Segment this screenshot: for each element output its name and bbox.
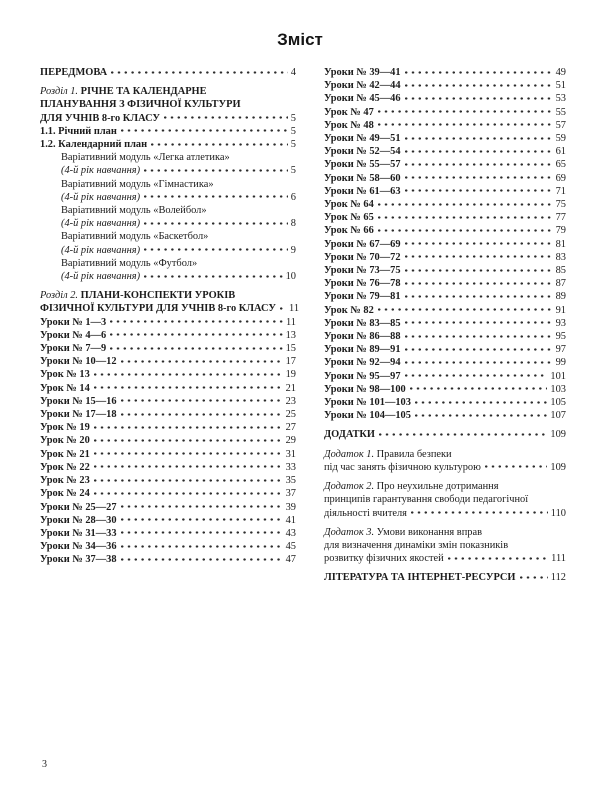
toc-entry-line (324, 92, 566, 105)
toc-entry-line (324, 264, 566, 277)
toc-entry-text: Додаток 2. (324, 481, 375, 493)
page-number: 3 (42, 759, 47, 770)
toc-entry (324, 264, 566, 277)
toc-entry-text: Уроки № 104—105 (324, 410, 411, 422)
toc-entry-line (40, 66, 296, 79)
toc-entry-text: Уроки № 73—75 (324, 265, 401, 277)
toc-entry (324, 198, 566, 211)
toc-entry-text: Уроки № 34—36 (40, 541, 117, 553)
toc-entry (40, 474, 296, 487)
toc-entry-line (324, 158, 566, 171)
toc-entry-text: Урок № 65 (324, 212, 374, 224)
page-ref: 111 (551, 553, 566, 565)
toc-entry (40, 514, 296, 527)
page-ref: 93 (555, 317, 566, 329)
page-ref: 27 (285, 422, 296, 434)
toc-entry (40, 395, 296, 408)
toc-entry-line (40, 527, 296, 540)
toc-entry-line (40, 368, 296, 381)
toc-entry-text: (4-й рік навчання) (61, 218, 141, 230)
page-ref: 85 (555, 265, 566, 277)
toc-entry-line (61, 151, 296, 164)
toc-entry-text: Уроки № 89—91 (324, 344, 401, 356)
toc-entry-text: ЛІТЕРАТУРА ТА ІНТЕРНЕТ-РЕСУРСИ (324, 572, 516, 584)
page-ref: 6 (290, 191, 296, 203)
toc-entry (40, 151, 296, 177)
page-ref: 95 (555, 331, 566, 343)
toc-entry-line (324, 526, 566, 539)
page-ref: 21 (285, 382, 296, 394)
page-ref: 43 (285, 527, 296, 539)
toc-entry (40, 66, 296, 79)
toc-entry-line (61, 204, 296, 217)
toc-entry-text: Правила безпеки (374, 448, 452, 460)
toc-entry-text: Варіативний модуль «Футбол» (61, 257, 198, 269)
toc-entry (40, 316, 296, 329)
toc-entry-line (324, 79, 566, 92)
page-ref: 101 (550, 370, 566, 382)
toc-entry-line (40, 289, 296, 302)
toc-entry-text: Уроки № 17—18 (40, 409, 117, 421)
page-ref: 77 (555, 212, 566, 224)
toc-entry-text: Уроки № 49—51 (324, 133, 401, 145)
toc-entry (40, 178, 296, 204)
toc-entry-text: Уроки № 76—78 (324, 278, 401, 290)
toc-entry-text: Уроки № 79—81 (324, 291, 401, 303)
page-ref: 87 (555, 278, 566, 290)
toc-entry-text: розвитку фізичних якостей (324, 553, 444, 565)
toc-entry-line (324, 552, 566, 565)
toc-entry-text: Варіативний модуль «Волейбол» (61, 205, 207, 217)
toc-entry-text: Розділ 2. (40, 290, 79, 302)
page-ref: 83 (555, 251, 566, 263)
toc-entry-line (324, 383, 566, 396)
page-ref: 10 (285, 271, 296, 283)
page-ref: 89 (555, 291, 566, 303)
page-ref: 33 (285, 461, 296, 473)
toc-entry-text: Уроки № 58—60 (324, 172, 401, 184)
page-ref: 31 (285, 448, 296, 460)
toc-entry (40, 204, 296, 230)
toc-entry (40, 448, 296, 461)
toc-entry (40, 553, 296, 566)
toc-entry-line (324, 571, 566, 584)
toc-entry-line (40, 474, 296, 487)
toc-entry-text: Уроки № 10—12 (40, 356, 117, 368)
page-ref: 29 (285, 435, 296, 447)
toc-entry (324, 383, 566, 396)
page-ref: 35 (285, 475, 296, 487)
page-ref: 19 (285, 369, 296, 381)
toc-entry-line (61, 191, 296, 204)
toc-entry (324, 172, 566, 185)
page-ref: 57 (555, 119, 566, 131)
toc-entry-line (40, 302, 300, 315)
toc-entry-text: Урок № 47 (324, 106, 374, 118)
page-ref: 109 (550, 429, 566, 441)
page-ref: 5 (290, 139, 296, 151)
toc-entry-line (40, 553, 296, 566)
toc-entry (40, 85, 296, 125)
toc-entry-line (40, 421, 296, 434)
toc-entry (324, 396, 566, 409)
toc-entry-line (40, 138, 296, 151)
toc-entry (40, 382, 296, 395)
toc-entry-text: Уроки № 4—6 (40, 329, 107, 341)
toc-entry-line (324, 106, 566, 119)
toc-entry-line (40, 395, 296, 408)
page-ref: 17 (285, 356, 296, 368)
toc-entry-text: Розділ 1. (40, 86, 79, 98)
page-ref: 79 (555, 225, 566, 237)
toc-entry-line (324, 461, 566, 474)
toc-entry (324, 304, 566, 317)
toc-entry-line (40, 112, 296, 125)
toc-entry (40, 408, 296, 421)
toc-entry (40, 329, 296, 342)
page-ref: 99 (555, 357, 566, 369)
toc-entry-text: 1.2. Календарний план (40, 139, 148, 151)
toc-entry (40, 289, 300, 315)
toc-entry (324, 330, 566, 343)
page-ref: 49 (555, 67, 566, 78)
toc-entry-line (61, 178, 296, 191)
page-ref: 105 (550, 397, 566, 409)
toc-entry (324, 370, 566, 383)
toc-entry (324, 526, 566, 566)
toc-entry-line (324, 409, 566, 422)
toc-entry-line (40, 540, 296, 553)
toc-entry-text: діяльності вчителя (324, 507, 407, 519)
toc-entry (324, 238, 566, 251)
toc-entry-text: Уроки № 28—30 (40, 514, 117, 526)
toc-entry (40, 257, 296, 283)
toc-entry-line (324, 396, 566, 409)
toc-entry-line (40, 125, 296, 138)
toc-entry-text: Про неухильне дотримання (374, 481, 499, 493)
toc-entry (40, 421, 296, 434)
toc-entry-text: Уроки № 37—38 (40, 554, 117, 566)
toc-entry-text: Урок № 24 (40, 488, 90, 500)
page-ref: 109 (550, 461, 566, 473)
toc-entry-line (324, 224, 566, 237)
page-ref: 37 (285, 488, 296, 500)
page-ref: 41 (285, 514, 296, 526)
toc-entry-text: Урок № 66 (324, 225, 374, 237)
page-ref: 15 (285, 343, 296, 355)
toc-entry-text: Уроки № 101—103 (324, 397, 411, 409)
toc-entry-line (324, 66, 566, 79)
page-ref: 47 (285, 554, 296, 566)
toc-entry (324, 343, 566, 356)
toc-entry-line (61, 244, 296, 257)
toc-entry-text: (4-й рік навчання) (61, 165, 141, 177)
toc-entry-line (324, 211, 566, 224)
toc-entry (40, 527, 296, 540)
page-ref: 39 (285, 501, 296, 513)
toc-entry-text: Урок № 64 (324, 199, 374, 211)
toc-entry (40, 355, 296, 368)
page-ref: 5 (290, 125, 296, 137)
toc-entry-line (324, 238, 566, 251)
toc-entry-text: Варіативний модуль «Баскетбол» (61, 231, 209, 243)
toc-entry-text: Уроки № 31—33 (40, 527, 117, 539)
toc-entry-text: Умови виконання вправ (374, 526, 482, 538)
toc-entry-line (324, 480, 566, 493)
toc-entry (324, 356, 566, 369)
toc-entry-text: Урок № 82 (324, 304, 374, 316)
toc-entry (40, 230, 296, 256)
toc-entry-text: Урок № 48 (324, 119, 374, 131)
toc-entry-line (40, 501, 296, 514)
toc-entry-line (61, 257, 296, 270)
toc-entry (324, 79, 566, 92)
page-title: Зміст (277, 30, 323, 49)
toc-entry-text: принципів гарантування свободи педагогічної (324, 494, 529, 506)
toc-entry-line (324, 317, 566, 330)
toc-entry-text: ПЛАНУВАННЯ З ФІЗИЧНОЇ КУЛЬТУРИ (40, 99, 241, 111)
toc-entry (40, 342, 296, 355)
toc-entry (324, 277, 566, 290)
page-ref: 53 (555, 93, 566, 105)
toc-entry-text: 1.1. Річний план (40, 125, 117, 137)
toc-entry (40, 368, 296, 381)
toc-entry-text: (4-й рік навчання) (61, 244, 141, 256)
page-ref: 69 (555, 172, 566, 184)
toc-entry-line (324, 145, 566, 158)
toc-entry (324, 224, 566, 237)
page-ref: 103 (550, 383, 566, 395)
toc-entry-line (324, 132, 566, 145)
toc-entry (40, 487, 296, 500)
toc-entry-text: Урок № 20 (40, 435, 90, 447)
toc-entry-line (40, 316, 296, 329)
page-ref: 5 (290, 112, 296, 124)
toc-entry-line (324, 356, 566, 369)
toc-entry-line (324, 304, 566, 317)
toc-entry-line (61, 217, 296, 230)
toc-entry-line (324, 290, 566, 303)
toc-entry-text: під час занять фізичною культурою (324, 461, 481, 473)
page-ref: 8 (290, 218, 296, 230)
toc-entry-line (324, 370, 566, 383)
toc-entry (324, 145, 566, 158)
page-ref: 75 (555, 199, 566, 211)
page-ref: 13 (285, 329, 296, 341)
page-ref: 11 (285, 316, 296, 328)
toc-entry-line (40, 85, 296, 98)
toc-entry (324, 448, 566, 474)
toc-entry-text: ПЛАНИ-КОНСПЕКТИ УРОКІВ (78, 290, 236, 302)
toc-entry (324, 106, 566, 119)
toc-entry-line (40, 355, 296, 368)
toc-column-right (324, 66, 566, 585)
toc-entry-line (40, 448, 296, 461)
toc-column-left (40, 66, 300, 585)
page-ref: 25 (285, 409, 296, 421)
toc-entry (324, 211, 566, 224)
toc-entry (324, 158, 566, 171)
toc-entry-line (324, 539, 566, 552)
toc-entry (324, 251, 566, 264)
toc-entry (324, 132, 566, 145)
toc-entry (324, 290, 566, 303)
toc-entry-line (61, 230, 296, 243)
page-ref: 45 (285, 541, 296, 553)
toc-entry-text: Урок № 22 (40, 461, 90, 473)
toc-entry (324, 317, 566, 330)
toc-entry-line (324, 330, 566, 343)
toc-entry-text: (4-й рік навчання) (61, 191, 141, 203)
toc-entry-text: Урок № 14 (40, 382, 90, 394)
toc-entry-line (324, 343, 566, 356)
page-ref: 91 (555, 304, 566, 316)
toc-entry-text: Додаток 1. (324, 448, 375, 460)
page-ref: 81 (555, 238, 566, 250)
toc-entry-text: ДОДАТКИ (324, 429, 375, 441)
toc-entry (40, 434, 296, 447)
toc-entry-line (40, 461, 296, 474)
toc-entry (40, 125, 296, 138)
toc-entry-line (324, 198, 566, 211)
toc-entry-text: ПЕРЕДМОВА (40, 67, 108, 78)
page-ref: 97 (555, 344, 566, 356)
toc-entry-text: Уроки № 83—85 (324, 317, 401, 329)
toc-columns (0, 66, 600, 585)
toc-entry (324, 185, 566, 198)
toc-entry-text: Уроки № 70—72 (324, 251, 401, 263)
toc-entry-text: Уроки № 55—57 (324, 159, 401, 171)
toc-entry (324, 480, 566, 520)
toc-entry-line (40, 382, 296, 395)
toc-entry (324, 409, 566, 422)
toc-entry-text: Уроки № 92—94 (324, 357, 401, 369)
toc-entry-text: Урок № 21 (40, 448, 90, 460)
toc-entry (40, 461, 296, 474)
page-ref: 110 (550, 507, 566, 519)
toc-entry-line (61, 164, 296, 177)
toc-entry-text: Уроки № 52—54 (324, 146, 401, 158)
toc-entry-text: Урок № 19 (40, 422, 90, 434)
toc-entry-text: Уроки № 25—27 (40, 501, 117, 513)
toc-entry-line (324, 119, 566, 132)
page-ref: 61 (555, 146, 566, 158)
toc-entry (40, 138, 296, 151)
toc-entry-text: Уроки № 1—3 (40, 316, 107, 328)
page-ref: 107 (550, 410, 566, 422)
toc-entry-line (40, 98, 296, 111)
toc-entry-line (324, 185, 566, 198)
toc-entry-line (40, 434, 296, 447)
toc-entry-text: Уроки № 42—44 (324, 80, 401, 92)
toc-entry-text: Уроки № 45—46 (324, 93, 401, 105)
page-ref: 5 (290, 165, 296, 177)
toc-entry (324, 66, 566, 79)
page-ref: 65 (555, 159, 566, 171)
page-ref: 55 (555, 106, 566, 118)
toc-entry-text: Урок № 13 (40, 369, 90, 381)
page-ref: 59 (555, 133, 566, 145)
page-ref: 9 (290, 244, 296, 256)
toc-entry-text: (4-й рік навчання) (61, 271, 141, 283)
toc-entry-text: Варіативний модуль «Легка атлетика» (61, 152, 230, 164)
toc-entry-line (40, 329, 296, 342)
toc-entry-text: РІЧНЕ ТА КАЛЕНДАРНЕ (78, 86, 207, 98)
toc-entry-line (61, 270, 296, 283)
toc-entry-line (324, 172, 566, 185)
toc-entry (324, 571, 566, 584)
toc-entry-text: Урок № 23 (40, 475, 90, 487)
toc-entry-text: Уроки № 7—9 (40, 343, 107, 355)
toc-entry-line (40, 487, 296, 500)
toc-entry-text: Уроки № 39—41 (324, 67, 401, 78)
page-ref: 51 (555, 80, 566, 92)
toc-entry-text: Уроки № 95—97 (324, 370, 401, 382)
toc-entry-text: ДЛЯ УЧНІВ 8-го КЛАСУ (40, 112, 161, 124)
page-ref: 4 (290, 67, 296, 78)
toc-entry-line (40, 342, 296, 355)
toc-entry-text: Уроки № 86—88 (324, 331, 401, 343)
page-ref: 71 (555, 185, 566, 197)
toc-entry-line (324, 428, 566, 441)
toc-entry-line (324, 251, 566, 264)
toc-entry-line (324, 493, 566, 506)
toc-entry-text: Уроки № 98—100 (324, 383, 406, 395)
toc-entry-text: Уроки № 15—16 (40, 395, 117, 407)
page-ref: 11 (289, 303, 300, 315)
toc-entry-text: Уроки № 67—69 (324, 238, 401, 250)
toc-entry (324, 428, 566, 441)
toc-entry-line (40, 514, 296, 527)
toc-entry (324, 92, 566, 105)
toc-entry-text: Варіативний модуль «Гімнастика» (61, 178, 214, 190)
toc-entry-line (40, 408, 296, 421)
toc-entry-text: Додаток 3. (324, 526, 375, 538)
toc-entry (40, 540, 296, 553)
toc-entry-line (324, 277, 566, 290)
toc-entry (324, 119, 566, 132)
page-ref: 23 (285, 395, 296, 407)
toc-entry-text: для визначення динаміки змін показників (324, 539, 509, 551)
toc-entry-line (324, 507, 566, 520)
page-ref: 112 (550, 572, 566, 584)
toc-entry-text: Уроки № 61—63 (324, 185, 401, 197)
toc-entry-line (324, 448, 566, 461)
toc-entry (40, 501, 296, 514)
toc-entry-text: ФІЗИЧНОЇ КУЛЬТУРИ ДЛЯ УЧНІВ 8-го КЛАСУ (40, 303, 277, 315)
